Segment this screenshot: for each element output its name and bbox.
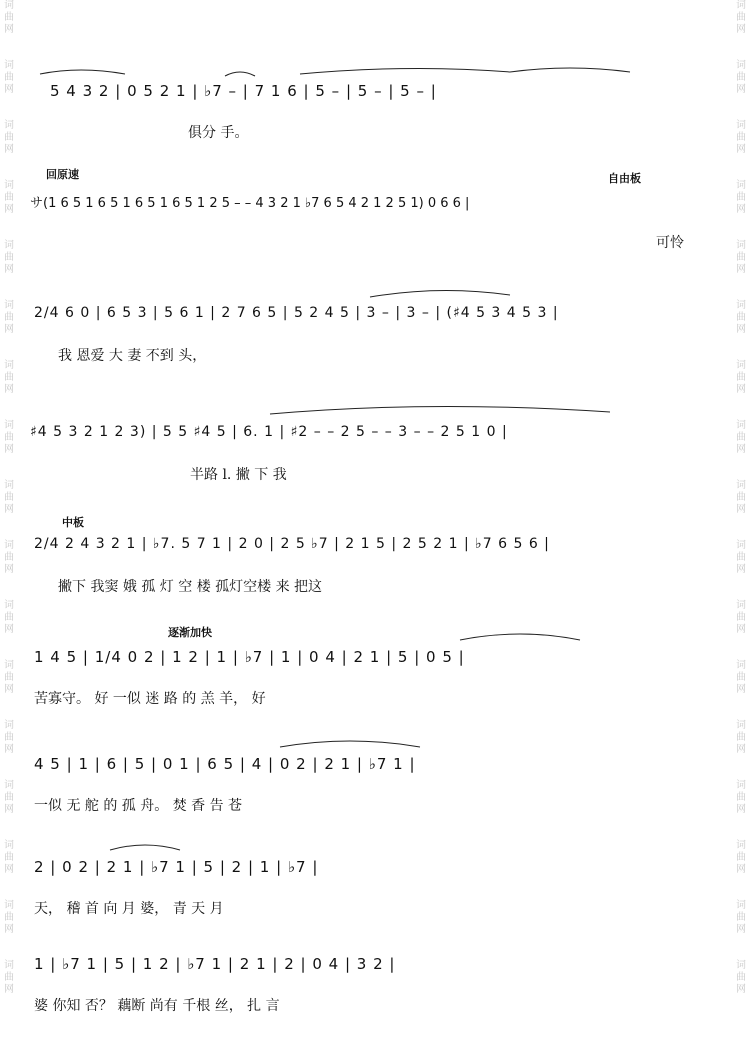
- watermark-char: 词: [736, 900, 746, 911]
- watermark-char: 曲: [4, 912, 14, 923]
- watermark-char: 曲: [736, 732, 746, 743]
- watermark-char: 词: [4, 360, 14, 371]
- watermark-char: 词: [4, 540, 14, 551]
- watermark-char: 词: [4, 900, 14, 911]
- watermark-char: 网: [4, 624, 14, 635]
- watermark-char: 网: [736, 744, 746, 755]
- watermark-char: 曲: [736, 12, 746, 23]
- watermark-char: 网: [4, 24, 14, 35]
- watermark-char: 曲: [736, 552, 746, 563]
- lyrics: 可怜: [656, 235, 684, 251]
- watermark-char: 曲: [736, 372, 746, 383]
- watermark-char: 词: [736, 180, 746, 191]
- watermark-char: 词: [4, 180, 14, 191]
- watermark-char: 曲: [4, 552, 14, 563]
- watermark-char: 词: [4, 960, 14, 971]
- watermark-char: 网: [736, 324, 746, 335]
- watermark-char: 曲: [736, 132, 746, 143]
- tempo-moderate: 中板: [62, 516, 84, 529]
- watermark-char: 词: [4, 780, 14, 791]
- watermark-char: 曲: [736, 792, 746, 803]
- watermark-char: 曲: [4, 492, 14, 503]
- watermark-char: 网: [736, 504, 746, 515]
- watermark-char: 曲: [4, 252, 14, 263]
- watermark-char: 词: [736, 420, 746, 431]
- watermark-char: 词: [736, 840, 746, 851]
- watermark-char: 曲: [4, 372, 14, 383]
- watermark-char: 网: [736, 684, 746, 695]
- lyrics: 我 恩爱 大 妻 不到 头，: [58, 348, 207, 364]
- watermark-char: 网: [736, 204, 746, 215]
- watermark-char: 词: [4, 420, 14, 431]
- watermark-char: 词: [736, 480, 746, 491]
- watermark-char: 词: [736, 360, 746, 371]
- watermark-char: 词: [4, 0, 14, 11]
- watermark-char: 曲: [736, 612, 746, 623]
- watermark-char: 曲: [4, 312, 14, 323]
- watermark-char: 曲: [4, 852, 14, 863]
- watermark-char: 网: [736, 924, 746, 935]
- watermark-char: 曲: [736, 492, 746, 503]
- watermark-char: 网: [4, 984, 14, 995]
- watermark-char: 词: [4, 480, 14, 491]
- lyrics: 苦寡守。 好 一似 迷 路 的 羔 羊， 好: [34, 691, 266, 707]
- watermark-char: 词: [736, 780, 746, 791]
- tempo-free: 自由板: [608, 172, 641, 185]
- watermark-char: 曲: [736, 312, 746, 323]
- watermark-char: 词: [736, 300, 746, 311]
- watermark-char: 曲: [736, 912, 746, 923]
- watermark-char: 网: [736, 24, 746, 35]
- tempo-resume: 回原速: [46, 168, 79, 181]
- watermark-char: 词: [4, 660, 14, 671]
- watermark-char: 曲: [4, 132, 14, 143]
- watermark-char: 曲: [4, 792, 14, 803]
- jianpu-notes: 1 | ♭7 1 | 5 | 1 2 | ♭7 1 | 2 1 | 2 | 0 4 | 3 2 |: [34, 955, 396, 973]
- watermark-char: 曲: [736, 192, 746, 203]
- jianpu-notes: 5 4 3 2 | 0 5 2 1 | ♭7 – | 7 1 6 | 5 – | 5 – | 5 – |: [50, 82, 437, 100]
- watermark-char: 网: [4, 204, 14, 215]
- lyrics: 婆 你知 否？ 藕断 尚有 千根 丝， 扎 言: [34, 998, 280, 1014]
- watermark-char: 词: [4, 720, 14, 731]
- lyrics: 俱分 手。: [188, 125, 249, 141]
- watermark-char: 网: [4, 564, 14, 575]
- watermark-char: 曲: [4, 12, 14, 23]
- watermark-char: 曲: [4, 612, 14, 623]
- watermark-right: [732, 0, 750, 1039]
- watermark-char: 网: [4, 864, 14, 875]
- watermark-char: 网: [736, 564, 746, 575]
- watermark-char: 网: [4, 84, 14, 95]
- watermark-char: 词: [4, 120, 14, 131]
- watermark-char: 曲: [4, 192, 14, 203]
- lyrics: 半路 l. 撇 下 我: [190, 467, 287, 483]
- watermark-char: 曲: [736, 432, 746, 443]
- watermark-char: 网: [736, 444, 746, 455]
- jianpu-notes: サ(1 6 5 1 6 5 1 6 5 1 6 5 1 2 5 – – 4 3 2 1 ♭7 6 5 4 2 1 2 5 1) 0 6 6 |: [30, 196, 470, 211]
- watermark-char: 词: [736, 60, 746, 71]
- watermark-char: 词: [736, 600, 746, 611]
- jianpu-notes: 1 4 5 | 1/4 0 2 | 1 2 | 1 | ♭7 | 1 | 0 4 | 2 1 | 5 | 0 5 |: [34, 648, 465, 666]
- watermark-char: 网: [736, 384, 746, 395]
- watermark-char: 网: [4, 804, 14, 815]
- watermark-char: 曲: [4, 972, 14, 983]
- watermark-char: 词: [4, 840, 14, 851]
- watermark-char: 网: [736, 804, 746, 815]
- jianpu-notes: 4 5 | 1 | 6 | 5 | 0 1 | 6 5 | 4 | 0 2 | 2 1 | ♭7 1 |: [34, 755, 416, 773]
- watermark-char: 曲: [4, 672, 14, 683]
- watermark-char: 词: [736, 0, 746, 11]
- watermark-char: 网: [736, 264, 746, 275]
- watermark-char: 曲: [736, 252, 746, 263]
- watermark-char: 词: [4, 60, 14, 71]
- watermark-char: 词: [736, 960, 746, 971]
- watermark-char: 网: [736, 144, 746, 155]
- watermark-char: 网: [4, 264, 14, 275]
- watermark-char: 网: [736, 84, 746, 95]
- watermark-left: [0, 0, 18, 1039]
- watermark-char: 曲: [4, 432, 14, 443]
- watermark-char: 词: [736, 240, 746, 251]
- watermark-char: 网: [736, 984, 746, 995]
- watermark-char: 曲: [4, 72, 14, 83]
- watermark-char: 词: [4, 600, 14, 611]
- watermark-char: 网: [4, 144, 14, 155]
- watermark-char: 词: [4, 240, 14, 251]
- watermark-char: 网: [4, 924, 14, 935]
- watermark-char: 词: [4, 300, 14, 311]
- watermark-char: 网: [4, 744, 14, 755]
- watermark-char: 曲: [736, 852, 746, 863]
- watermark-char: 网: [4, 444, 14, 455]
- watermark-char: 词: [736, 540, 746, 551]
- watermark-char: 网: [4, 684, 14, 695]
- watermark-char: 词: [736, 720, 746, 731]
- watermark-char: 词: [736, 120, 746, 131]
- watermark-char: 词: [736, 660, 746, 671]
- watermark-char: 曲: [736, 672, 746, 683]
- jianpu-notes: 2/4 6 0 | 6 5 3 | 5 6 1 | 2 7 6 5 | 5 2 4 5 | 3 – | 3 – | (♯4 5 3 4 5 3 |: [34, 305, 559, 321]
- jianpu-notes: ♯4 5 3 2 1 2 3) | 5 5 ♯4 5 | 6. 1 | ♯2 – – 2 5 – – 3 – – 2 5 1 0 |: [30, 424, 508, 440]
- tempo-accelerando: 逐渐加快: [168, 626, 212, 639]
- watermark-char: 网: [4, 384, 14, 395]
- watermark-char: 曲: [4, 732, 14, 743]
- lyrics: 天， 稽 首 向 月 婆， 青 天 月: [34, 901, 224, 917]
- jianpu-notes: 2/4 2 4 3 2 1 | ♭7. 5 7 1 | 2 0 | 2 5 ♭7 | 2 1 5 | 2 5 2 1 | ♭7 6 5 6 |: [34, 536, 550, 552]
- watermark-char: 网: [736, 864, 746, 875]
- watermark-char: 网: [4, 324, 14, 335]
- jianpu-notes: 2 | 0 2 | 2 1 | ♭7 1 | 5 | 2 | 1 | ♭7 |: [34, 858, 319, 876]
- watermark-char: 网: [4, 504, 14, 515]
- lyrics: 一似 无 舵 的 孤 舟。 焚 香 告 苍: [34, 798, 243, 814]
- watermark-char: 曲: [736, 972, 746, 983]
- watermark-char: 曲: [736, 72, 746, 83]
- watermark-char: 网: [736, 624, 746, 635]
- lyrics: 撇下 我窦 娥 孤 灯 空 楼 孤灯空楼 来 把这: [58, 579, 323, 595]
